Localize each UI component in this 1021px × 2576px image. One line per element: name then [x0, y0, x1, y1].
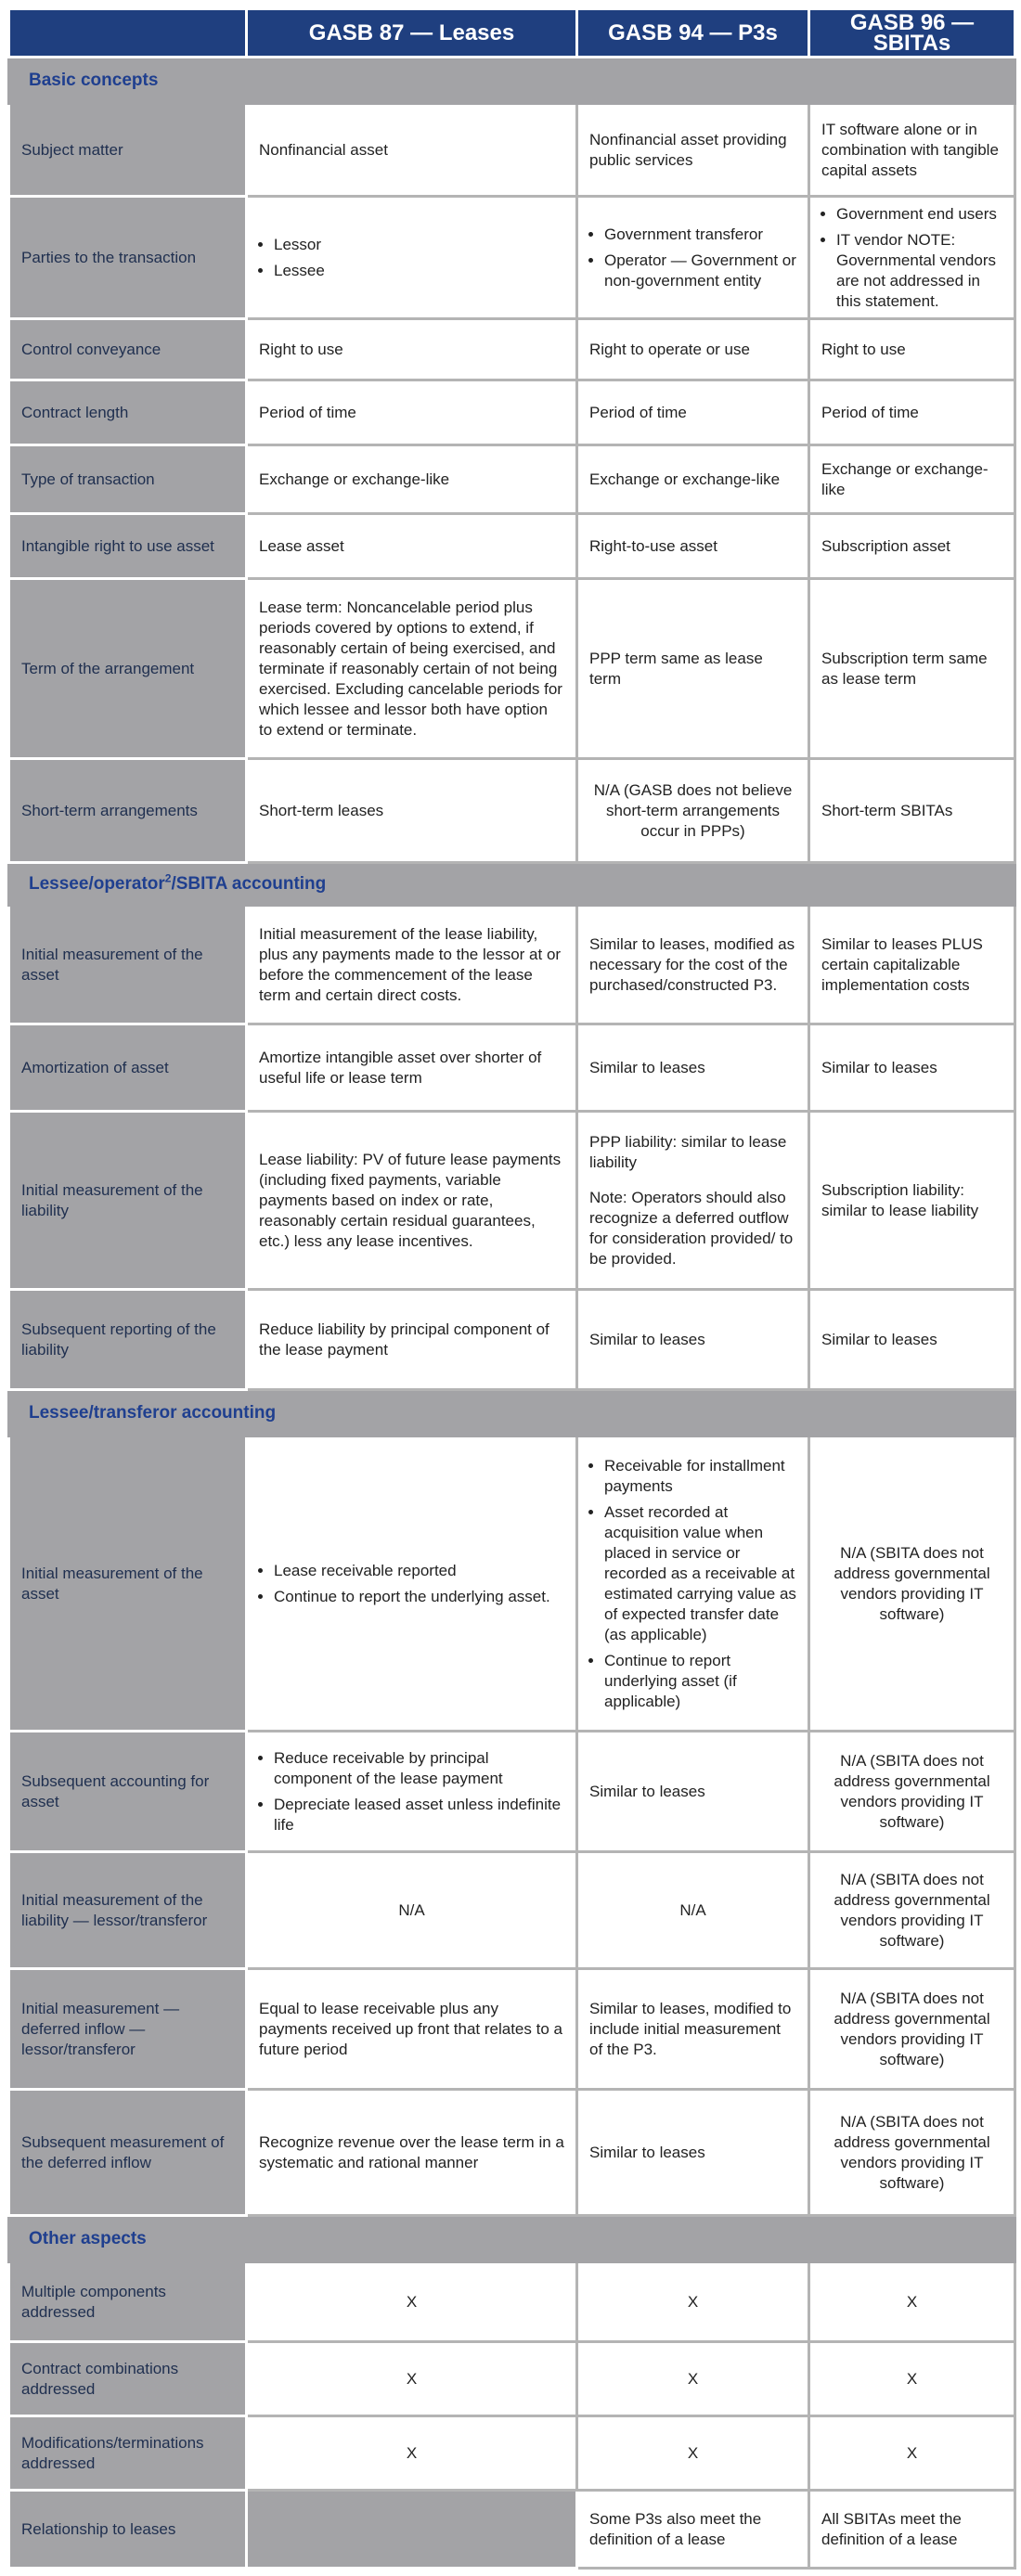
list-item: • Government transferor [604, 225, 796, 245]
cell-gasb87: Amortize intangible asset over shorter of useful life or lease term [247, 1024, 577, 1112]
cell-paragraph: PPP liability: similar to lease liability [589, 1132, 787, 1171]
list-item: • Lessee [274, 261, 564, 281]
row-label: Modifications/terminations addressed [9, 2416, 247, 2491]
cell-gasb96: Subscription asset [809, 514, 1015, 579]
cell-gasb94 [577, 1112, 809, 1290]
section-title-text: Lessee/operator [29, 873, 165, 894]
table-row [9, 319, 1015, 380]
section-other-aspects [9, 2216, 1015, 2262]
table-row [9, 2342, 1015, 2416]
row-label: Subsequent accounting for asset [9, 1732, 247, 1852]
row-label: Initial measurement of the asset [9, 906, 247, 1024]
row-label: Contract combinations addressed [9, 2342, 247, 2416]
header-gasb96: GASB 96 — SBITAs [809, 9, 1015, 58]
cell-gasb87: X [247, 2416, 577, 2491]
row-label: Intangible right to use asset [9, 514, 247, 579]
section-title: Lessee/transferor accounting [9, 1390, 1015, 1436]
cell-gasb94: N/A [577, 1852, 809, 1969]
table-row [9, 514, 1015, 579]
section-title: Basic concepts [9, 58, 1015, 104]
cell-gasb96: All SBITAs meet the definition of a lease [809, 2491, 1015, 2569]
cell-gasb94 [577, 197, 809, 319]
cell-gasb96: N/A (SBITA does not address governmental vendors providing IT software) [809, 1436, 1015, 1732]
cell-gasb96: X [809, 2416, 1015, 2491]
header-gasb94: GASB 94 — P3s [577, 9, 809, 58]
section-lessor-accounting [9, 1390, 1015, 1436]
table-row [9, 380, 1015, 445]
table-row [9, 197, 1015, 319]
cell-gasb87: Period of time [247, 380, 577, 445]
cell-gasb94: Similar to leases, modified as necessary for the cost of the purchased/constructed P3. [577, 906, 809, 1024]
list-item: • Asset recorded at acquisition value when placed in service or recorded as a receivable at estimated carrying value as of expected transfer date (as applicable) [604, 1502, 796, 1645]
cell-gasb94: X [577, 2416, 809, 2491]
cell-gasb87 [247, 197, 577, 319]
cell-gasb94: Some P3s also meet the definition of a lease [577, 2491, 809, 2569]
section-title-text: /SBITA accounting [171, 873, 327, 894]
table-row [9, 2491, 1015, 2569]
table-row [9, 2262, 1015, 2342]
cell-note: Note: Operators should also recognize a deferred outflow for consideration provided/ to be provided. [589, 1188, 794, 1268]
row-label: Short-term arrangements [9, 759, 247, 863]
row-label: Parties to the transaction [9, 197, 247, 319]
cell-gasb87: X [247, 2342, 577, 2416]
cell-gasb96: X [809, 2342, 1015, 2416]
table-row [9, 1024, 1015, 1112]
cell-gasb94: X [577, 2262, 809, 2342]
table-row [9, 104, 1015, 197]
section-basic-concepts [9, 58, 1015, 104]
cell-gasb96: Period of time [809, 380, 1015, 445]
cell-gasb96: N/A (SBITA does not address governmental vendors providing IT software) [809, 1852, 1015, 1969]
cell-gasb87 [247, 1732, 577, 1852]
cell-gasb96: Right to use [809, 319, 1015, 380]
cell-gasb94: Similar to leases [577, 1290, 809, 1390]
cell-gasb87: Short-term leases [247, 759, 577, 863]
cell-gasb87: Recognize revenue over the lease term in a systematic and rational manner [247, 2090, 577, 2216]
list-item: • Lease receivable reported [274, 1561, 564, 1581]
cell-gasb96: Exchange or exchange-like [809, 445, 1015, 514]
table-row [9, 579, 1015, 759]
section-lessee-accounting [9, 863, 1015, 906]
cell-gasb96 [809, 197, 1015, 319]
cell-gasb94: PPP term same as lease term [577, 579, 809, 759]
cell-gasb96: N/A (SBITA does not address governmental vendors providing IT software) [809, 2090, 1015, 2216]
cell-gasb87: X [247, 2262, 577, 2342]
list-item: • IT vendor NOTE: Governmental vendors are not addressed in this statement. [836, 230, 1002, 312]
cell-gasb87: Lease asset [247, 514, 577, 579]
table-row [9, 1969, 1015, 2090]
cell-gasb94: Period of time [577, 380, 809, 445]
cell-gasb96: Similar to leases [809, 1024, 1015, 1112]
cell-gasb87: Nonfinancial asset [247, 104, 577, 197]
cell-gasb94 [577, 1436, 809, 1732]
row-label: Subject matter [9, 104, 247, 197]
cell-gasb94: Similar to leases [577, 2090, 809, 2216]
row-label: Initial measurement of the asset [9, 1436, 247, 1732]
list-item: • Continue to report the underlying asset. [274, 1587, 564, 1607]
cell-gasb87: Right to use [247, 319, 577, 380]
row-label: Subsequent measurement of the deferred inflow [9, 2090, 247, 2216]
table-row [9, 1852, 1015, 1969]
row-label: Initial measurement — deferred inflow — lessor/transferor [9, 1969, 247, 2090]
section-title: Other aspects [9, 2216, 1015, 2262]
cell-gasb87: Reduce liability by principal component of the lease payment [247, 1290, 577, 1390]
table-row [9, 1732, 1015, 1852]
table-row [9, 2090, 1015, 2216]
cell-gasb96: Subscription term same as lease term [809, 579, 1015, 759]
row-label: Control conveyance [9, 319, 247, 380]
row-label: Relationship to leases [9, 2491, 247, 2569]
list-item: • Continue to report underlying asset (if applicable) [604, 1651, 796, 1712]
header-gasb87: GASB 87 — Leases [247, 9, 577, 58]
cell-gasb96: N/A (SBITA does not address governmental vendors providing IT software) [809, 1969, 1015, 2090]
cell-gasb94: N/A (GASB does not believe short-term arrangements occur in PPPs) [577, 759, 809, 863]
row-label: Initial measurement of the liability — lessor/transferor [9, 1852, 247, 1969]
row-label: Term of the arrangement [9, 579, 247, 759]
table-row [9, 2416, 1015, 2491]
cell-gasb96: Similar to leases [809, 1290, 1015, 1390]
list-item: • Receivable for installment payments [604, 1456, 796, 1497]
row-label: Amortization of asset [9, 1024, 247, 1112]
list-item: • Lessor [274, 235, 564, 255]
cell-gasb94: Exchange or exchange-like [577, 445, 809, 514]
table-row [9, 1290, 1015, 1390]
cell-gasb87: Exchange or exchange-like [247, 445, 577, 514]
cell-gasb96: X [809, 2262, 1015, 2342]
gasb-comparison-table [7, 7, 1016, 2570]
row-label: Multiple components addressed [9, 2262, 247, 2342]
table-row [9, 759, 1015, 863]
cell-gasb87 [247, 2491, 577, 2569]
cell-gasb96: Short-term SBITAs [809, 759, 1015, 863]
row-label: Contract length [9, 380, 247, 445]
cell-gasb87: Lease liability: PV of future lease payments (including fixed payments, variable payments based on index or rate, reasonably certain residual guarantees, etc.) less any lease incentives. [247, 1112, 577, 1290]
table-row [9, 445, 1015, 514]
cell-gasb94: Similar to leases, modified to include initial measurement of the P3. [577, 1969, 809, 2090]
cell-gasb87: N/A [247, 1852, 577, 1969]
table-row [9, 1112, 1015, 1290]
cell-gasb87 [247, 1436, 577, 1732]
row-label: Initial measurement of the liability [9, 1112, 247, 1290]
cell-gasb94: Right-to-use asset [577, 514, 809, 579]
row-label: Subsequent reporting of the liability [9, 1290, 247, 1390]
row-label: Type of transaction [9, 445, 247, 514]
footnote-marker: 2 [164, 871, 172, 885]
list-item: • Government end users [836, 204, 1002, 225]
cell-gasb94: X [577, 2342, 809, 2416]
cell-gasb94: Similar to leases [577, 1024, 809, 1112]
cell-gasb96: IT software alone or in combination with tangible capital assets [809, 104, 1015, 197]
cell-gasb96: Similar to leases PLUS certain capitalizable implementation costs [809, 906, 1015, 1024]
table-row [9, 1436, 1015, 1732]
header-row [9, 9, 1015, 58]
list-item: • Reduce receivable by principal component of the lease payment [274, 1748, 564, 1789]
cell-gasb94: Nonfinancial asset providing public services [577, 104, 809, 197]
cell-gasb87: Lease term: Noncancelable period plus periods covered by options to extend, if reasonably certain of being exercised, and terminate if reasonably certain of not being exercised. Excluding cancelable periods for which lessee and lessor both have option to extend or terminate. [247, 579, 577, 759]
cell-gasb94: Right to operate or use [577, 319, 809, 380]
list-item: • Depreciate leased asset unless indefinite life [274, 1795, 564, 1835]
cell-gasb87: Equal to lease receivable plus any payments received up front that relates to a future period [247, 1969, 577, 2090]
list-item: • Operator — Government or non-government entity [604, 251, 796, 291]
cell-gasb87: Initial measurement of the lease liability, plus any payments made to the lessor at or before the commencement of the lease term and certain direct costs. [247, 906, 577, 1024]
header-blank-cell [9, 9, 247, 58]
cell-gasb96: Subscription liability: similar to lease liability [809, 1112, 1015, 1290]
cell-gasb94: Similar to leases [577, 1732, 809, 1852]
table-row [9, 906, 1015, 1024]
cell-gasb96: N/A (SBITA does not address governmental vendors providing IT software) [809, 1732, 1015, 1852]
section-title [9, 863, 1015, 906]
